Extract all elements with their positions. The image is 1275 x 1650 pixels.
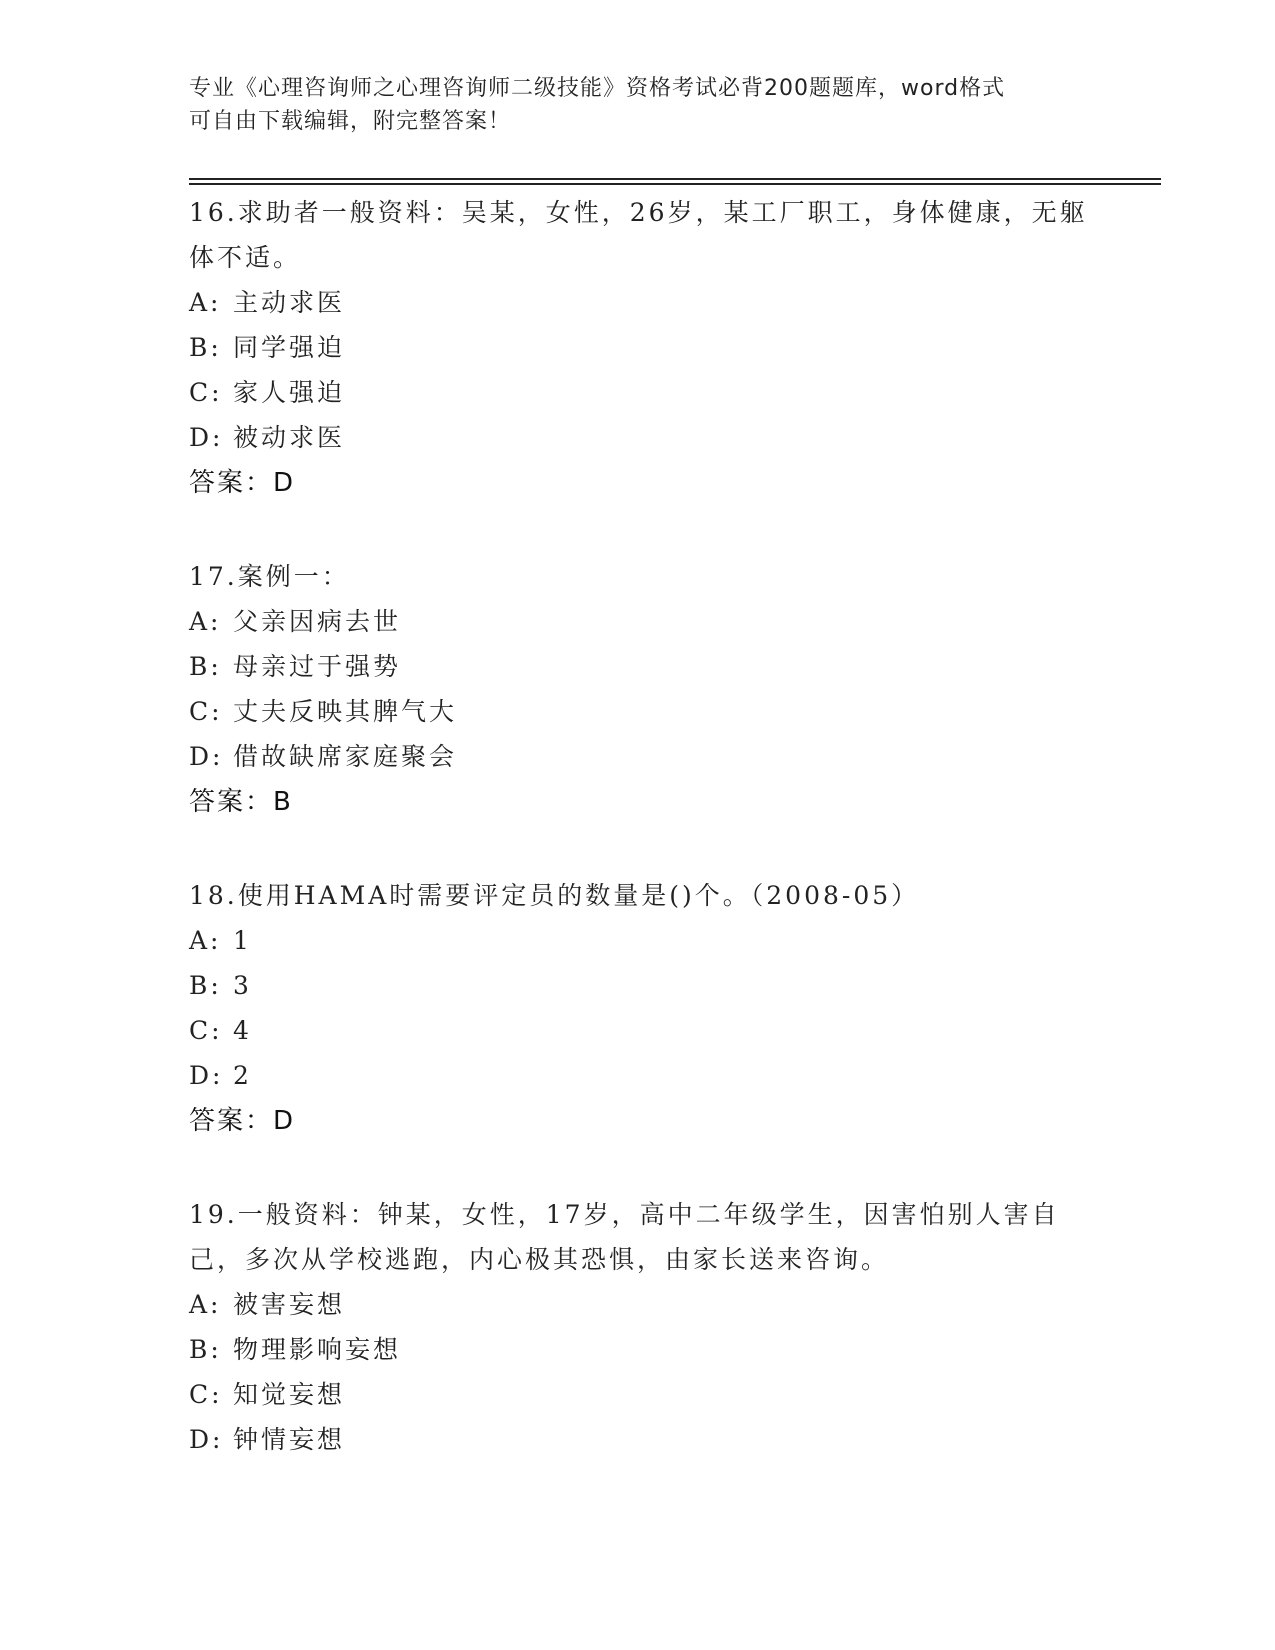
option-key: D: <box>189 742 224 771</box>
option-key: D: <box>189 1061 224 1090</box>
option-a <box>189 280 1109 325</box>
question-17 <box>189 554 1109 825</box>
option-text: 被害妄想 <box>233 1290 346 1319</box>
option-text: 同学强迫 <box>233 333 346 362</box>
option-a <box>189 599 1109 644</box>
question-stem: 18.使用HAMA时需要评定员的数量是()个。（2008-05） <box>189 881 920 910</box>
document-header <box>189 72 1089 138</box>
question-19 <box>189 1192 1109 1462</box>
option-key: C: <box>189 1380 223 1409</box>
option-b <box>189 644 1109 689</box>
question-18 <box>189 873 1109 1144</box>
header-line-2: 可自由下载编辑，附完整答案！ <box>189 109 512 134</box>
question-stem: 17.案例一： <box>189 562 350 591</box>
option-b <box>189 1327 1109 1372</box>
answer-line: 答案：D <box>189 1106 296 1136</box>
header-divider-top <box>189 178 1161 180</box>
option-c <box>189 1008 1109 1053</box>
option-key: B: <box>189 1335 222 1364</box>
answer-line: 答案：B <box>189 787 293 817</box>
option-d <box>189 415 1109 460</box>
option-text: 主动求医 <box>233 288 346 317</box>
option-key: B: <box>189 971 222 1000</box>
option-a <box>189 1282 1109 1327</box>
option-key: B: <box>189 652 222 681</box>
option-text: 2 <box>233 1061 252 1090</box>
option-c <box>189 689 1109 734</box>
option-text: 父亲因病去世 <box>233 607 402 636</box>
question-16 <box>189 190 1109 506</box>
option-c <box>189 1372 1109 1417</box>
option-text: 知觉妄想 <box>233 1380 346 1409</box>
question-stem: 19.一般资料：钟某，女性，17岁，高中二年级学生，因害怕别人害自己，多次从学校逃跑，内心极其恐惧，由家长送来咨询。 <box>189 1200 1060 1274</box>
option-text: 4 <box>233 1016 252 1045</box>
option-text: 1 <box>233 926 252 955</box>
option-b <box>189 325 1109 370</box>
option-a <box>189 918 1109 963</box>
option-c <box>189 370 1109 415</box>
option-text: 3 <box>233 971 252 1000</box>
option-text: 借故缺席家庭聚会 <box>233 742 458 771</box>
question-list <box>189 190 1109 1510</box>
header-line-1: 专业《心理咨询师之心理咨询师二级技能》资格考试必背200题题库，word格式 <box>189 76 1006 101</box>
option-key: C: <box>189 697 223 726</box>
option-key: A: <box>189 288 222 317</box>
option-text: 被动求医 <box>233 423 346 452</box>
option-d <box>189 1417 1109 1462</box>
option-d <box>189 734 1109 779</box>
option-text: 母亲过于强势 <box>233 652 402 681</box>
option-key: B: <box>189 333 222 362</box>
option-d <box>189 1053 1109 1098</box>
option-text: 家人强迫 <box>233 378 346 407</box>
option-b <box>189 963 1109 1008</box>
header-divider-bottom <box>189 183 1161 185</box>
question-stem: 16.求助者一般资料：吴某，女性，26岁，某工厂职工，身体健康，无躯体不适。 <box>189 198 1088 272</box>
option-text: 丈夫反映其脾气大 <box>233 697 458 726</box>
option-text: 物理影响妄想 <box>233 1335 402 1364</box>
answer-line: 答案：D <box>189 468 296 498</box>
option-key: C: <box>189 378 223 407</box>
option-text: 钟情妄想 <box>233 1425 346 1454</box>
option-key: A: <box>189 607 222 636</box>
option-key: A: <box>189 1290 222 1319</box>
option-key: D: <box>189 423 224 452</box>
option-key: D: <box>189 1425 224 1454</box>
option-key: C: <box>189 1016 223 1045</box>
option-key: A: <box>189 926 222 955</box>
